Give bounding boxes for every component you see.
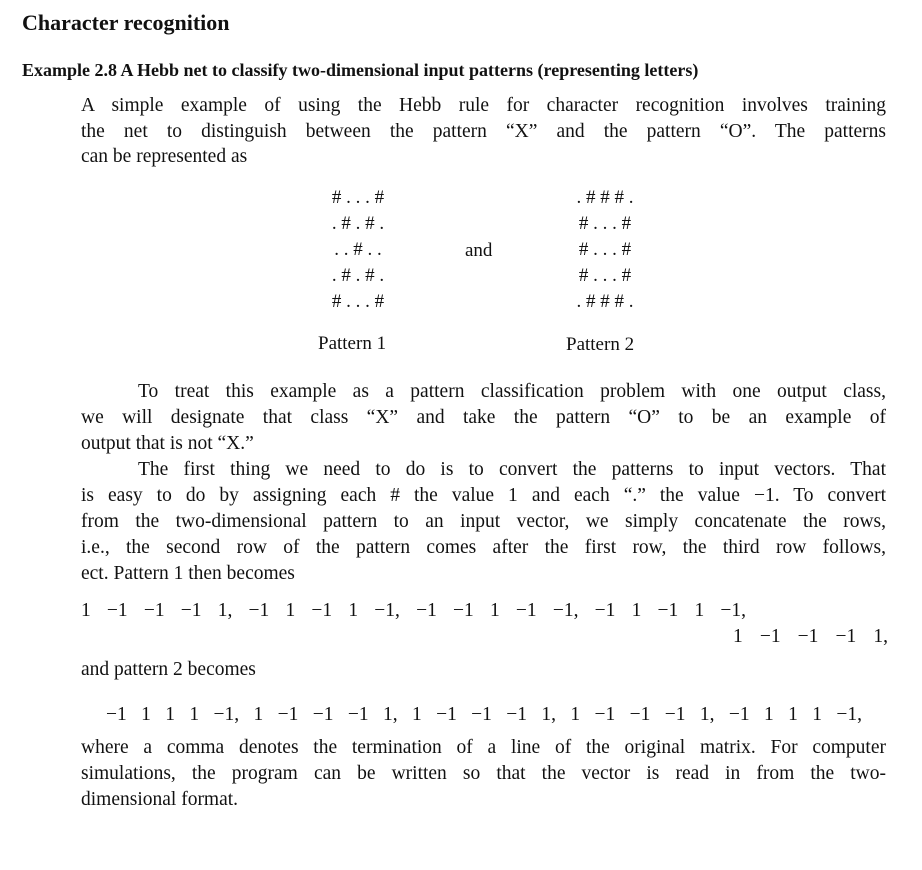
section-title: Character recognition [22,10,230,35]
pattern-label: Pattern 1 [318,333,387,354]
pattern-row: . # # # . [576,291,634,312]
text-line: we will designate that class “X” and take the pattern “O” to be an example of [81,407,886,428]
vector-line: 1 −1 −1 −1 1, −1 1 −1 1 −1, −1 −1 1 −1 −1, −1 1 −1 1 −1, [81,600,746,621]
pattern-row: # . . . # [578,213,632,234]
pattern-row: . # # # . [576,187,634,208]
text-line: dimensional format. [81,789,239,810]
text-line: the net to distinguish between the pattern “X” and the pattern “O”. The patterns [81,121,886,142]
text-line: output that is not “X.” [81,433,254,454]
pattern-row: . # . # . [331,213,385,234]
text-line: The first thing we need to do is to convert the patterns to input vectors. That [138,459,886,480]
text-line: ect. Pattern 1 then becomes [81,563,295,584]
conjunction-and: and [465,240,493,261]
pattern-2-intro: and pattern 2 becomes [81,659,256,680]
text-line: simulations, the program can be written so that the vector is read in from the two- [81,763,886,784]
pattern-2-vector: −1 1 1 1 −1, 1 −1 −1 −1 1, 1 −1 −1 −1 1, 1 −1 −1 −1 1, −1 1 1 1 −1, [106,704,862,725]
text-line: To treat this example as a pattern classification problem with one output class, [138,381,886,402]
pattern-row: # . . . # [331,187,385,208]
pattern-row: # . . . # [578,239,632,260]
pattern-row: # . . . # [578,265,632,286]
vector-line: 1 −1 −1 −1 1, [733,626,888,647]
text-line: where a comma denotes the termination of a line of the original matrix. For computer [81,737,886,758]
text-line: A simple example of using the Hebb rule for character recognition involves training [81,95,886,116]
text-line: i.e., the second row of the pattern comes after the first row, the third row follows, [81,537,886,558]
text-line: can be represented as [81,146,248,167]
pattern-row: # . . . # [331,291,385,312]
text-line: is easy to do by assigning each # the value 1 and each “.” the value −1. To convert [81,485,886,506]
pattern-row: . . # . . [334,239,382,260]
pattern-row: . # . # . [331,265,385,286]
text-line: from the two-dimensional pattern to an input vector, we simply concatenate the rows, [81,511,886,532]
pattern-label: Pattern 2 [566,334,635,355]
example-heading: Example 2.8 A Hebb net to classify two-dimensional input patterns (representing letters) [22,60,699,80]
